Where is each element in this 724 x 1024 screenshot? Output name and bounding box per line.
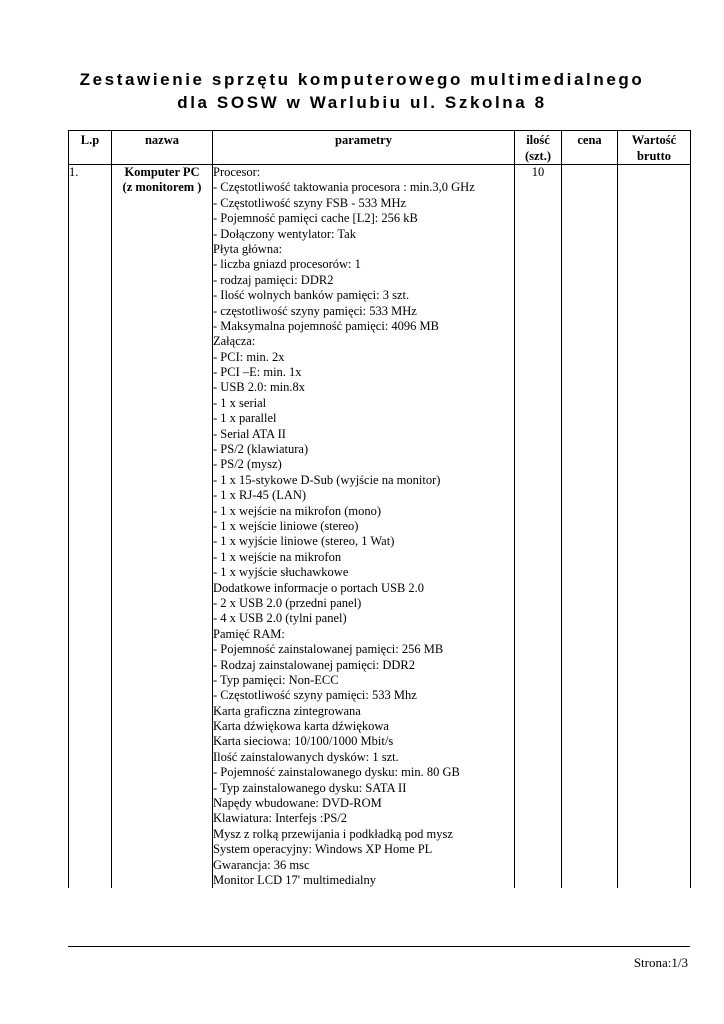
- parameter-line: - 1 x RJ-45 (LAN): [213, 488, 307, 503]
- parameter-line: Napędy wbudowane: DVD-ROM: [213, 796, 382, 811]
- parameter-line: - Ilość wolnych banków pamięci: 3 szt.: [213, 288, 410, 303]
- header-parametry: parametry: [213, 131, 515, 165]
- equipment-table: [68, 130, 691, 888]
- parameter-line: - 1 x serial: [213, 395, 267, 410]
- cell-parametry: [213, 165, 515, 889]
- parameter-line: - PS/2 (klawiatura): [213, 442, 309, 457]
- parameter-line: Gwarancja: 36 msc: [213, 857, 310, 872]
- parameter-line: - PS/2 (mysz): [213, 457, 282, 472]
- parameter-line: - 2 x USB 2.0 (przedni panel): [213, 595, 362, 610]
- parameter-line: - Pojemność zainstalowanej pamięci: 256 MB: [213, 642, 444, 657]
- parameter-line: - Częstotliwość taktowania procesora : min.3,0 GHz: [213, 180, 475, 195]
- parameter-line: - liczba gniazd procesorów: 1: [213, 257, 361, 272]
- parameter-line: - Maksymalna pojemność pamięci: 4096 MB: [213, 318, 440, 333]
- parameter-line: - 1 x wejście na mikrofon (mono): [213, 503, 382, 518]
- table-header-row: [69, 131, 691, 165]
- parameter-line: - rodzaj pamięci: DDR2: [213, 272, 334, 287]
- header-lp: L.p: [69, 131, 112, 165]
- parameter-line: System operacyjny: Windows XP Home PL: [213, 842, 433, 857]
- parameter-line: Karta sieciowa: 10/100/1000 Mbit/s: [213, 734, 394, 749]
- parameter-line: - PCI: min. 2x: [213, 349, 285, 364]
- parameter-line: - Częstotliwość szyny FSB - 533 MHz: [213, 195, 407, 210]
- header-wartosc-line-2: brutto: [636, 148, 672, 163]
- parameter-line: Płyta główna:: [213, 241, 283, 256]
- parameter-line: - USB 2.0: min.8x: [213, 380, 306, 395]
- parameter-line: Pamięć RAM:: [213, 626, 285, 641]
- footer-divider: [68, 946, 690, 947]
- cell-wartosc: [618, 165, 691, 889]
- parameter-line: Karta graficzna zintegrowana: [213, 703, 361, 718]
- parameter-line: - Typ zainstalowanego dysku: SATA II: [213, 780, 407, 795]
- header-ilosc: [515, 131, 562, 165]
- parameter-line: Mysz z rolką przewijania i podkładką pod mysz: [213, 826, 453, 841]
- parameter-list: [213, 165, 514, 888]
- header-ilosc-line-1: ilość: [526, 133, 550, 147]
- cell-cena: [562, 165, 618, 889]
- parameter-line: Ilość zainstalowanych dysków: 1 szt.: [213, 749, 399, 764]
- parameter-line: - 1 x wejście liniowe (stereo): [213, 518, 359, 533]
- parameter-line: Procesor:: [213, 165, 261, 179]
- header-wartosc-line-1: Wartość: [631, 133, 677, 147]
- parameter-line: Monitor LCD 17' multimedialny: [213, 872, 377, 887]
- cell-nazwa: [112, 165, 213, 889]
- table-row: [69, 165, 691, 889]
- page-number: Strona:1/3: [633, 955, 688, 970]
- parameter-line: - Serial ATA II: [213, 426, 286, 441]
- parameter-line: - 4 x USB 2.0 (tylni panel): [213, 611, 347, 626]
- cell-ilosc: 10: [515, 165, 562, 889]
- title-line-1: Zestawienie sprzętu komputerowego multimedialnego: [79, 70, 645, 89]
- title-line-2: dla SOSW w Warlubiu ul. Szkolna 8: [177, 93, 547, 112]
- parameter-line: - Pojemność zainstalowanego dysku: min. 80 GB: [213, 765, 460, 780]
- header-cena: cena: [562, 131, 618, 165]
- parameter-line: Załącza:: [213, 334, 256, 349]
- parameter-line: - PCI –E: min. 1x: [213, 365, 302, 380]
- cell-nazwa-line-2: (z monitorem ): [122, 180, 202, 195]
- document-title: [0, 68, 724, 114]
- parameter-line: - 1 x parallel: [213, 411, 277, 426]
- header-ilosc-line-2: (szt.): [524, 148, 552, 163]
- parameter-line: Karta dźwiękowa karta dźwiękowa: [213, 719, 389, 734]
- parameter-line: - 1 x wyjście liniowe (stereo, 1 Wat): [213, 534, 395, 549]
- parameter-line: - Typ pamięci: Non-ECC: [213, 672, 339, 687]
- cell-nazwa-line-1: Komputer PC: [124, 165, 200, 179]
- header-nazwa: nazwa: [112, 131, 213, 165]
- parameter-line: - 1 x wyjście słuchawkowe: [213, 565, 349, 580]
- parameter-line: - Rodzaj zainstalowanej pamięci: DDR2: [213, 657, 416, 672]
- header-wartosc: [618, 131, 691, 165]
- parameter-line: - Częstotliwość szyny pamięci: 533 Mhz: [213, 688, 417, 703]
- parameter-line: Dodatkowe informacje o portach USB 2.0: [213, 580, 425, 595]
- parameter-line: - 1 x wejście na mikrofon: [213, 549, 342, 564]
- parameter-line: - 1 x 15-stykowe D-Sub (wyjście na monitor): [213, 472, 441, 487]
- parameter-line: - Pojemność pamięci cache [L2]: 256 kB: [213, 211, 418, 226]
- parameter-line: - częstotliwość szyny pamięci: 533 MHz: [213, 303, 417, 318]
- parameter-line: - Dołączony wentylator: Tak: [213, 226, 356, 241]
- cell-lp: 1.: [69, 165, 112, 889]
- parameter-line: Klawiatura: Interfejs :PS/2: [213, 811, 347, 826]
